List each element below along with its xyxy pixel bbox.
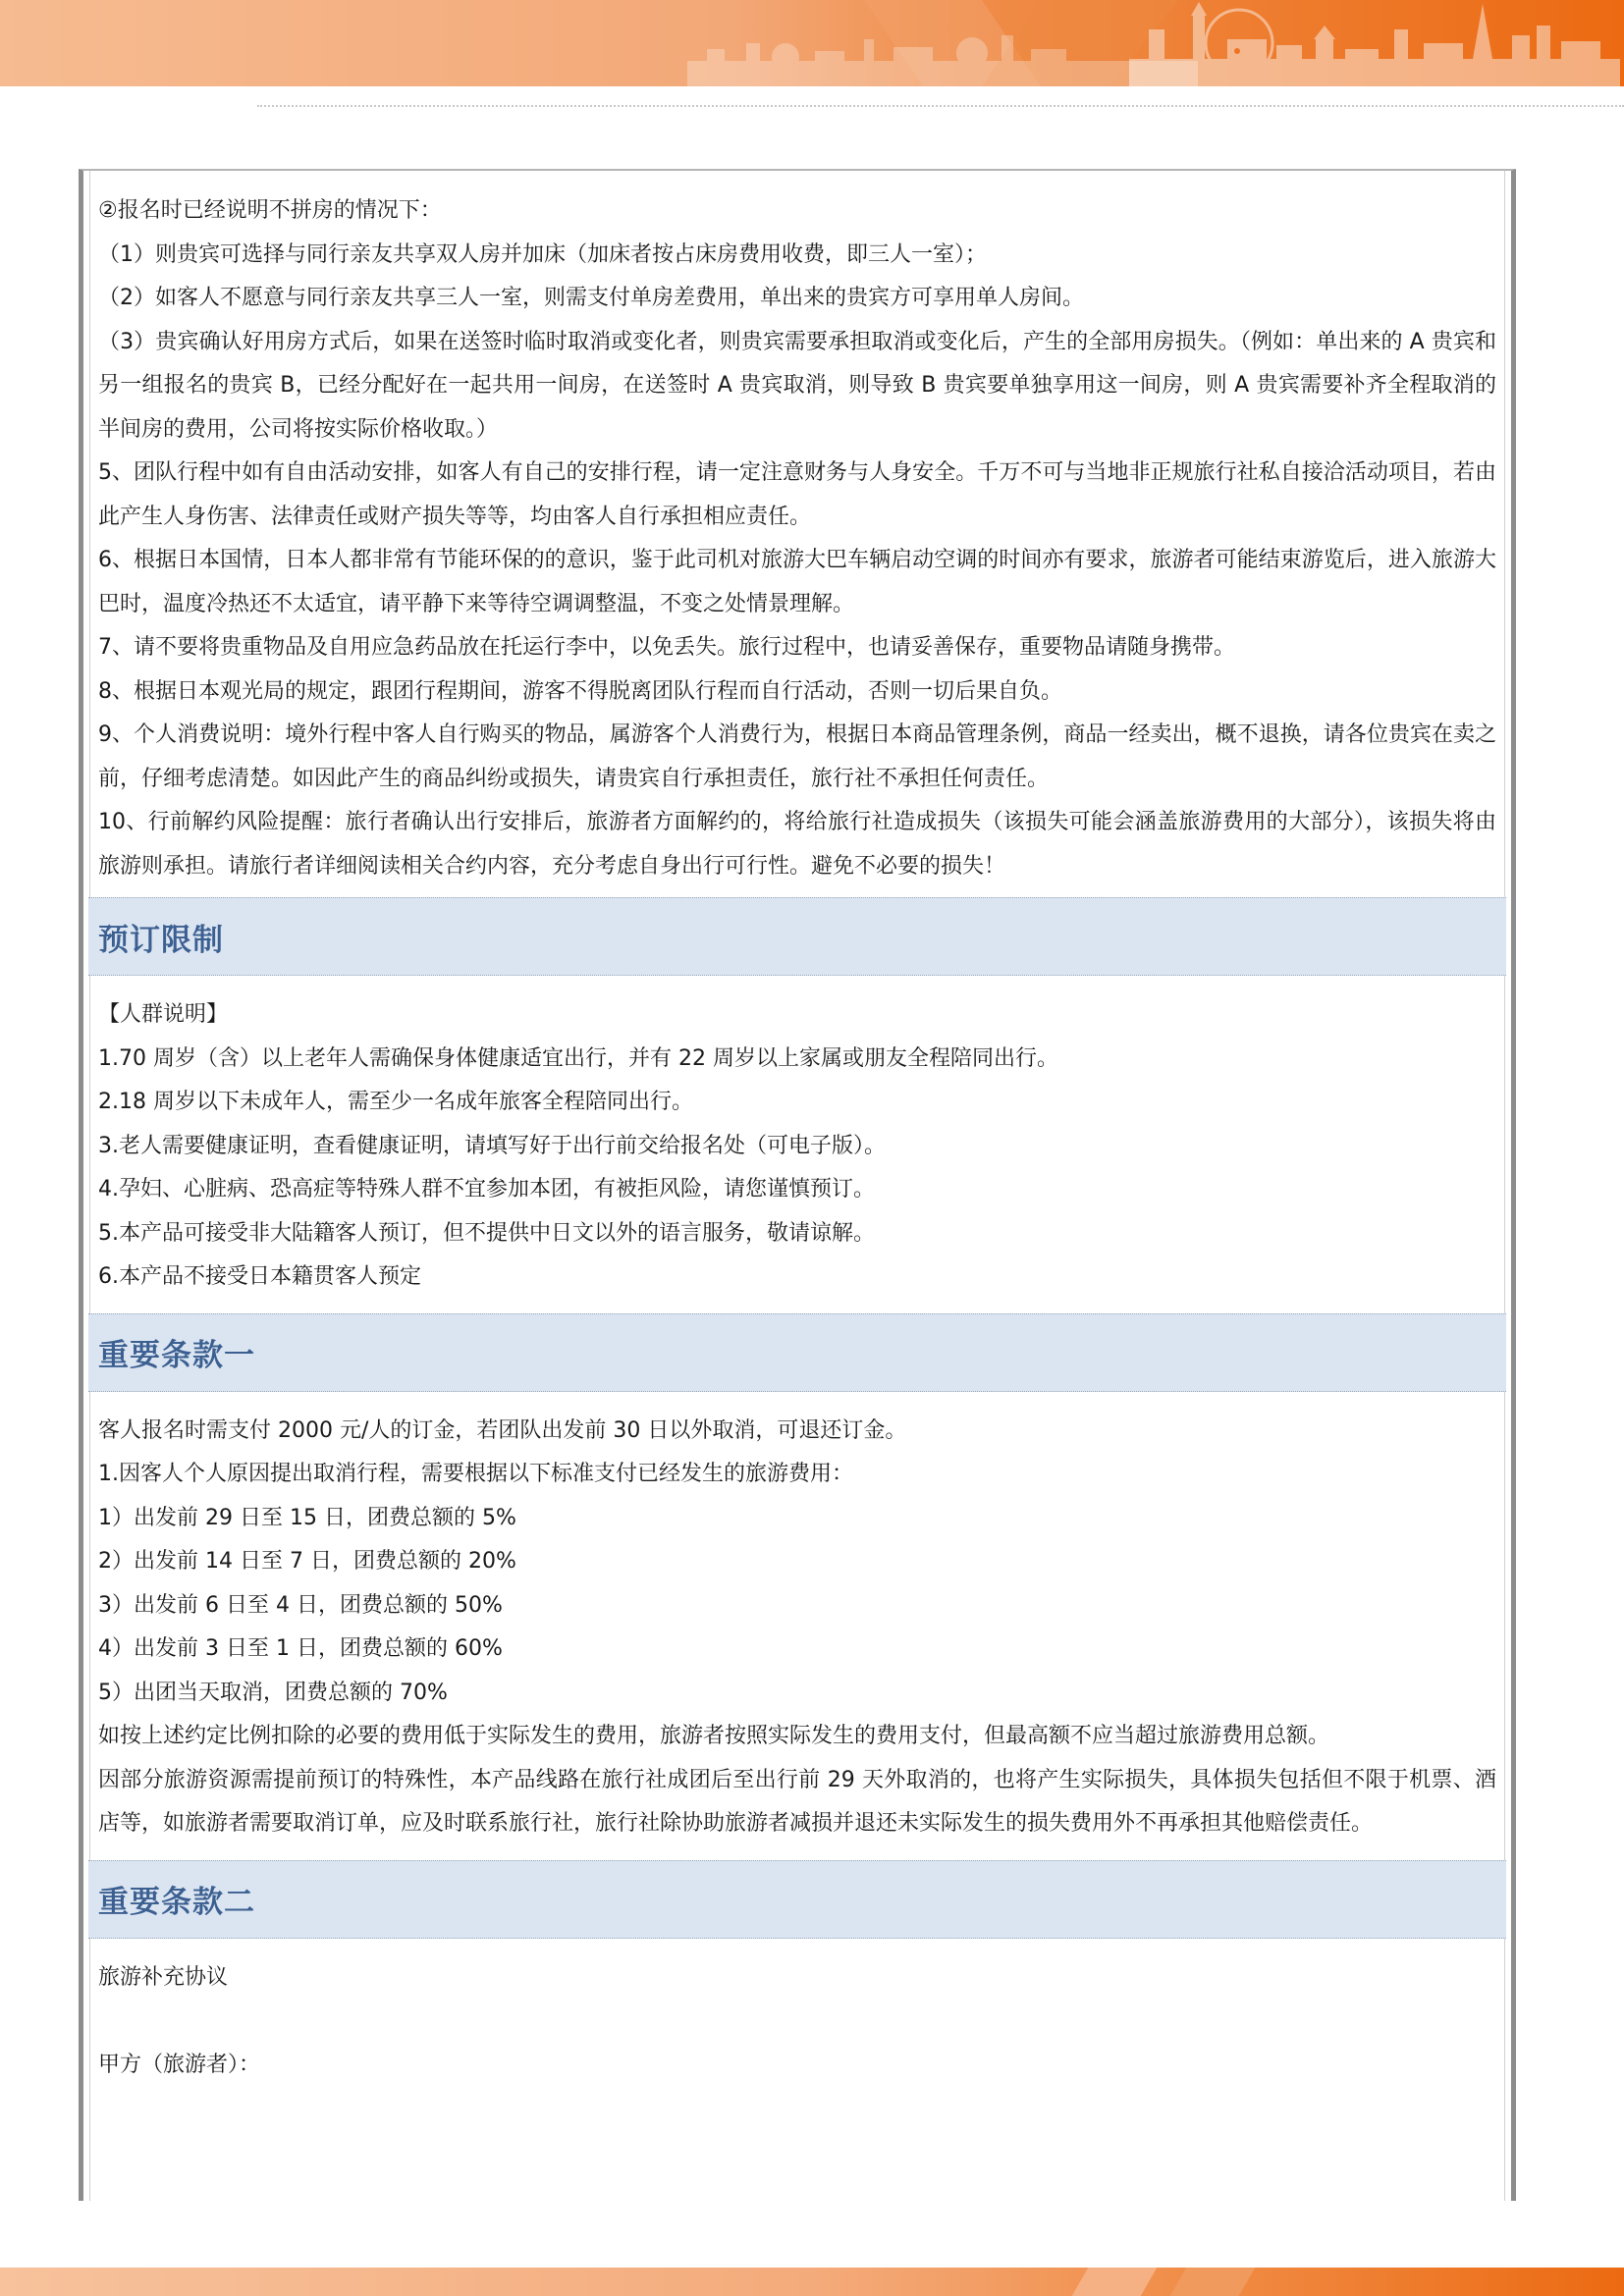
bottom-banner: [0, 2268, 1624, 2296]
booking-limit-line: 4.孕妇、心脏病、恐高症等特殊人群不宜参加本团，有被拒风险，请您谨慎预订。: [98, 1177, 875, 1201]
intro-line: 10、行前解约风险提醒：旅行者确认出行安排后，旅游者方面解约的，将给旅行社造成损失（该损失可能会涵盖旅游费用的大部分），该损失将由旅游则承担。请旅行者详细阅读相关合约内容，充分考虑自身出行可行性。避免不必要的损失！: [98, 810, 1496, 879]
intro-section: [88, 169, 1506, 897]
top-banner: [0, 0, 1624, 86]
terms-one-line: 1.因客人个人原因提出取消行程，需要根据以下标准支付已经发生的旅游费用：: [98, 1462, 853, 1486]
intro-line: 9、个人消费说明：境外行程中客人自行购买的物品，属游客个人消费行为，根据日本商品管理条例，商品一经卖出，概不退换，请各位贵宾在卖之前，仔细考虑清楚。如因此产生的商品纠纷或损失，请贵宾自行承担责任，旅行社不承担任何责任。: [98, 722, 1496, 791]
party-a-label: 甲方（旅游者）：: [98, 2052, 261, 2077]
intro-line: （3）贵宾确认好用房方式后，如果在送签时临时取消或变化者，则贵宾需要承担取消或变化后，产生的全部用房损失。（例如：单出来的 A 贵宾和另一组报名的贵宾 B，已经分配好在一起共用一间房，在送签时 A 贵宾取消，则导致 B 贵宾要单独享用这一间房，则 A 贵宾需要补齐全程取消的半间房的费用，公司将按实际价格收取。）: [98, 329, 1496, 442]
booking-limits-heading: 预订限制: [88, 897, 1506, 976]
city-skyline-decoration: [0, 0, 1624, 86]
intro-line: （2）如客人不愿意与同行亲友共享三人一室，则需支付单房差费用，单出来的贵宾方可享用单人房间。: [98, 286, 1085, 310]
terms-two-section: [88, 1939, 1506, 2102]
terms-one-line: 5）出团当天取消，团费总额的 70%: [98, 1680, 448, 1705]
intro-line: 5、团队行程中如有自由活动安排，如客人有自己的安排行程，请一定注意财务与人身安全。千万不可与当地非正规旅行社私自接洽活动项目，若由此产生人身伤害、法律责任或财产损失等等，均由客人自行承担相应责任。: [98, 460, 1496, 529]
terms-one-heading: 重要条款一: [88, 1313, 1506, 1392]
terms-one-line: 3）出发前 6 日至 4 日，团费总额的 50%: [98, 1592, 503, 1618]
intro-line: ②报名时已经说明不拼房的情况下：: [98, 198, 442, 223]
terms-one-line: 如按上述约定比例扣除的必要的费用低于实际发生的费用，旅游者按照实际发生的费用支付，但最高额不应当超过旅游费用总额。: [98, 1724, 1330, 1748]
booking-limit-line: 1.70 周岁（含）以上老年人需确保身体健康适宜出行，并有 22 周岁以上家属或朋友全程陪同出行。: [98, 1045, 1058, 1071]
booking-limit-line: 3.老人需要健康证明，查看健康证明，请填写好于出行前交给报名处（可电子版）。: [98, 1133, 886, 1158]
booking-limit-line: 5.本产品可接受非大陆籍客人预订，但不提供中日文以外的语言服务，敬请谅解。: [98, 1220, 875, 1246]
agreement-title: 旅游补充协议: [98, 1964, 229, 1990]
header-divider: [257, 105, 1624, 107]
booking-limit-line: 【人群说明】: [98, 1002, 229, 1027]
terms-one-line: 因部分旅游资源需提前预订的特殊性，本产品线路在旅行社成团后至出行前 29 天外取消的，也将产生实际损失，具体损失包括但不限于机票、酒店等，如旅游者需要取消订单，应及时联系旅行社，旅行社除协助旅游者减损并退还未实际发生的损失费用外不再承担其他赔偿责任。: [98, 1767, 1496, 1836]
intro-line: 8、根据日本观光局的规定，跟团行程期间，游客不得脱离团队行程而自行活动，否则一切后果自负。: [98, 678, 1063, 704]
document-content: [88, 169, 1506, 2101]
terms-one-line: 2）出发前 14 日至 7 日，团费总额的 20%: [98, 1549, 516, 1574]
terms-two-heading: 重要条款二: [88, 1860, 1506, 1939]
booking-limit-line: 2.18 周岁以下未成年人，需至少一名成年旅客全程陪同出行。: [98, 1090, 693, 1114]
intro-line: （1）则贵宾可选择与同行亲友共享双人房并加床（加床者按占床房费用收费，即三人一室）；: [98, 241, 988, 267]
booking-limit-line: 6.本产品不接受日本籍贯客人预定: [98, 1264, 421, 1289]
intro-line: 7、请不要将贵重物品及自用应急药品放在托运行李中，以免丢失。旅行过程中，也请妥善保存，重要物品请随身携带。: [98, 635, 1236, 660]
terms-one-line: 1）出发前 29 日至 15 日，团费总额的 5%: [98, 1505, 516, 1530]
terms-one-line: 4）出发前 3 日至 1 日，团费总额的 60%: [98, 1636, 503, 1661]
booking-limits-section: [88, 976, 1506, 1313]
intro-line: 6、根据日本国情，日本人都非常有节能环保的的意识，鉴于此司机对旅游大巴车辆启动空调的时间亦有要求，旅游者可能结束游览后，进入旅游大巴时，温度冷热还不太适宜，请平静下来等待空调调整温，不变之处情景理解。: [98, 548, 1496, 616]
terms-one-section: [88, 1392, 1506, 1860]
terms-one-line: 客人报名时需支付 2000 元/人的订金，若团队出发前 30 日以外取消，可退还订金。: [98, 1417, 907, 1443]
